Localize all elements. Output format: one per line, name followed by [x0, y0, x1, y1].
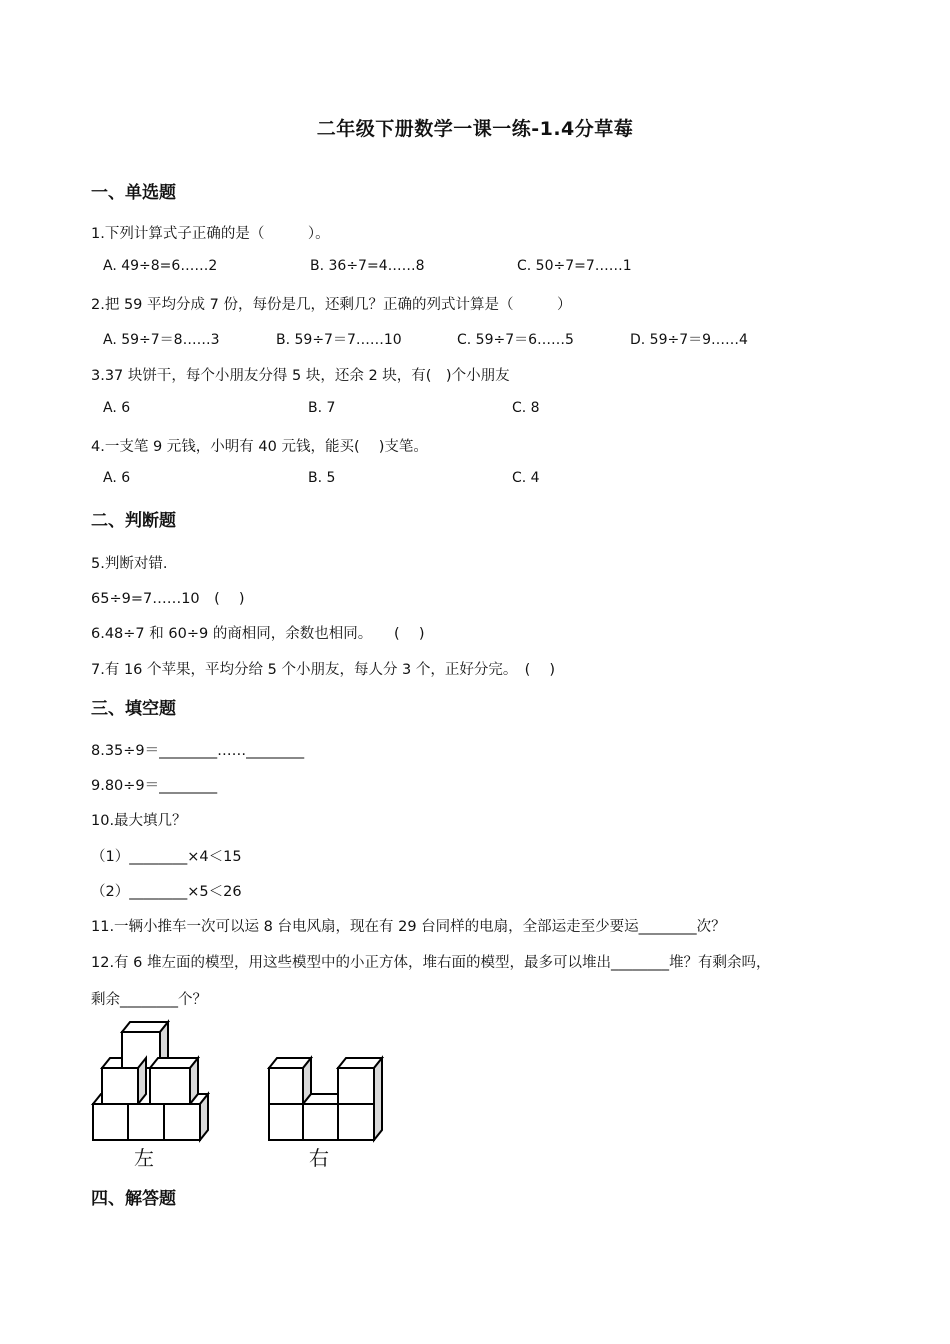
- q3-option-b: B. 7: [308, 400, 336, 416]
- q2-option-a: A. 59÷7＝8……3: [103, 332, 220, 348]
- question-10: 10.最大填几？: [91, 813, 187, 829]
- q1-option-c: C. 50÷7=7……1: [517, 258, 632, 274]
- question-12-continued: 剩余________个？: [91, 992, 207, 1008]
- question-9: 9.80÷9＝________: [91, 778, 218, 794]
- question-10-part-2: （2）________×5＜26: [91, 884, 242, 900]
- question-12: 12.有 6 堆左面的模型，用这些模型中的小正方体，堆右面的模型，最多可以堆出________堆？有剩余吗，: [91, 955, 771, 971]
- question-8: 8.35÷9＝________……________: [91, 743, 305, 759]
- question-3: 3.37 块饼干，每个小朋友分得 5 块，还余 2 块，有( )个小朋友: [91, 368, 510, 384]
- q2-option-b: B. 59÷7＝7……10: [276, 332, 402, 348]
- question-5: 5.判断对错.: [91, 556, 168, 572]
- question-5-statement: 65÷9=7……10 ( ): [91, 591, 245, 607]
- left-figure-label: 左: [134, 1146, 154, 1170]
- section-heading-word-problems: 四、解答题: [91, 1189, 176, 1209]
- q2-option-c: C. 59÷7＝6……5: [457, 332, 574, 348]
- question-7: 7.有 16 个苹果，平均分给 5 个小朋友，每人分 3 个，正好分完。 ( ): [91, 662, 556, 678]
- q3-option-a: A. 6: [103, 400, 131, 416]
- q2-option-d: D. 59÷7＝9……4: [630, 332, 748, 348]
- right-cube-model-figure: [262, 1046, 392, 1144]
- question-11: 11.一辆小推车一次可以运 8 台电风扇，现在有 29 台同样的电扇，全部运走至少要运________次？: [91, 919, 726, 935]
- q4-option-b: B. 5: [308, 470, 336, 486]
- q1-option-b: B. 36÷7=4……8: [310, 258, 425, 274]
- page-title: 二年级下册数学一课一练-1.4分草莓: [316, 118, 634, 140]
- question-10-part-1: （1）________×4＜15: [91, 849, 242, 865]
- question-2: 2.把 59 平均分成 7 份，每份是几，还剩几？正确的列式计算是（ ）: [91, 297, 572, 313]
- q1-option-a: A. 49÷8=6……2: [103, 258, 218, 274]
- left-cube-model-figure: [88, 1016, 218, 1144]
- right-figure-label: 右: [309, 1146, 329, 1170]
- q4-option-a: A. 6: [103, 470, 131, 486]
- section-heading-true-false: 二、判断题: [91, 511, 176, 531]
- q4-option-c: C. 4: [512, 470, 540, 486]
- question-6: 6.48÷7 和 60÷9 的商相同，余数也相同。 ( ): [91, 626, 425, 642]
- q3-option-c: C. 8: [512, 400, 540, 416]
- section-heading-fill-blank: 三、填空题: [91, 699, 176, 719]
- section-heading-single-choice: 一、单选题: [91, 183, 176, 203]
- question-4: 4.一支笔 9 元钱，小明有 40 元钱，能买( )支笔。: [91, 439, 428, 455]
- question-1: 1.下列计算式子正确的是（ ）。: [91, 226, 330, 242]
